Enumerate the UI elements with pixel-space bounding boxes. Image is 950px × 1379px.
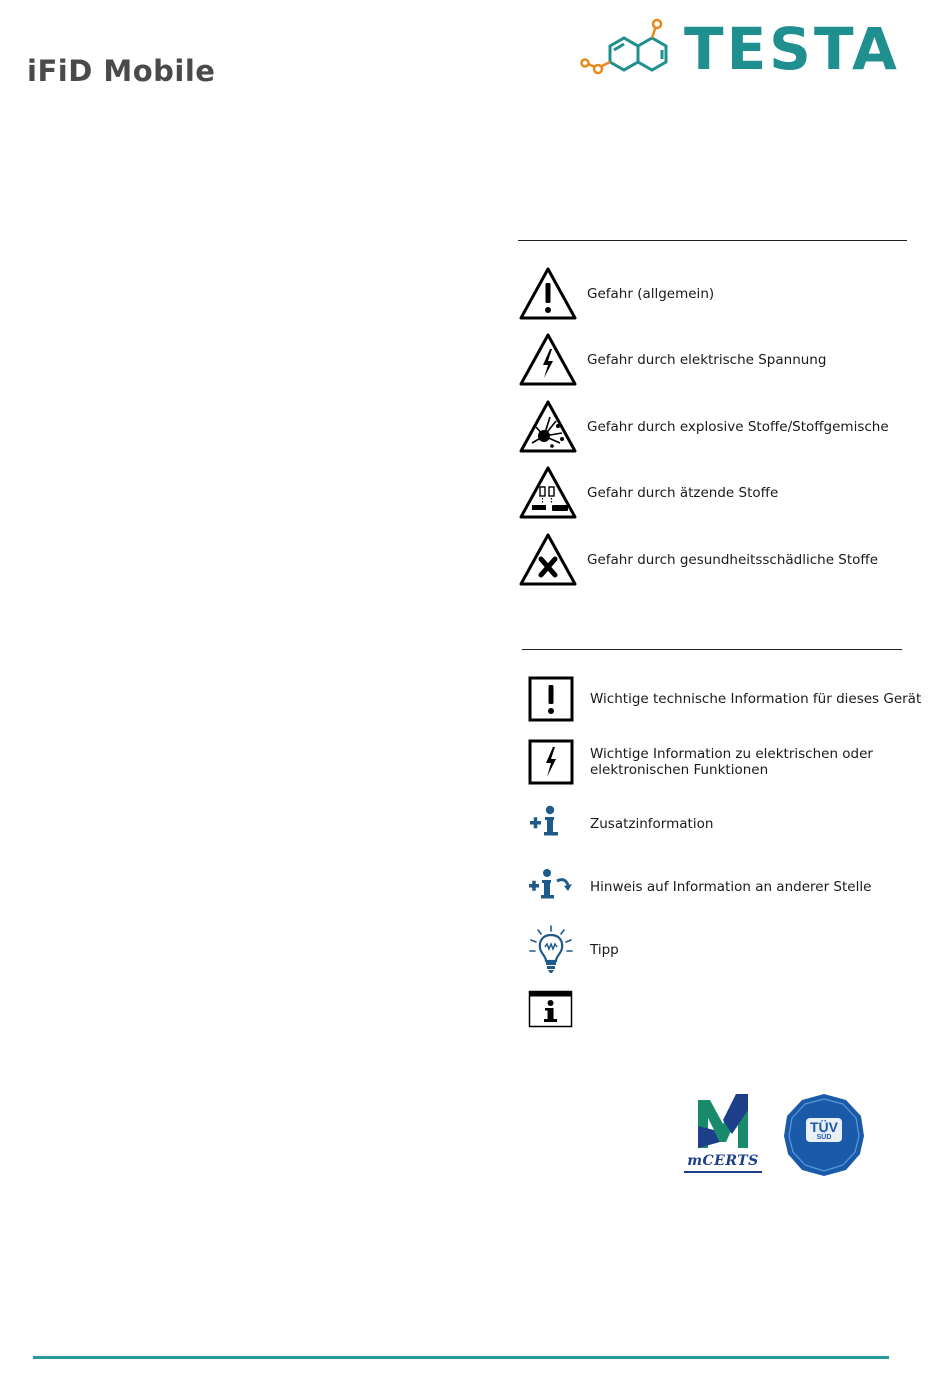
electrical-hazard-icon: [518, 332, 578, 388]
product-name: iFiD Mobile: [27, 54, 216, 88]
symbol-label: Wichtige Information zu elektrischen oder elektronischen Funktionen: [590, 746, 873, 778]
additional-info-icon: [528, 804, 574, 844]
tip-lightbulb-icon: [528, 925, 574, 975]
symbol-label: Wichtige technische Information für dieses Gerät: [590, 691, 922, 707]
section-divider: [522, 649, 902, 650]
symbol-label: Zusatzinformation: [590, 816, 714, 832]
corrosive-hazard-icon: [518, 465, 578, 521]
symbol-row-explosive-hazard: [518, 399, 918, 455]
important-info-icon: [528, 676, 574, 722]
symbol-label: Tipp: [590, 942, 619, 958]
tuv-sub: SÜD: [816, 1134, 832, 1141]
mcerts-name: mCERTS: [687, 1153, 759, 1169]
symbol-row-reference-info: [528, 867, 928, 907]
company-logo: [578, 15, 923, 83]
molecule-logo-icon: [578, 18, 683, 80]
mcerts-underline: [684, 1171, 762, 1173]
symbol-label: Gefahr (allgemein): [587, 286, 715, 302]
symbol-row-harmful-substance: [518, 532, 918, 588]
explosive-hazard-icon: [518, 399, 578, 455]
symbol-row-tip: [528, 925, 928, 975]
section-divider: [518, 240, 907, 241]
product-logo: [27, 44, 215, 86]
company-name: TESTA: [684, 15, 900, 83]
footer-divider: [33, 1356, 889, 1359]
mcerts-logo: [680, 1090, 766, 1178]
symbol-row-electrical-hazard: [518, 332, 918, 388]
symbol-row-manual-info: [528, 990, 928, 1028]
symbol-row-electrical-info: [528, 739, 928, 785]
symbol-row-warning-general: [518, 266, 918, 322]
symbol-label: Gefahr durch explosive Stoffe/Stoffgemische: [587, 419, 889, 435]
reference-info-icon: [528, 867, 574, 907]
manual-info-icon: [528, 990, 574, 1028]
symbol-row-important-info: [528, 676, 928, 722]
tuv-sud-logo: [782, 1092, 866, 1178]
electrical-info-icon: [528, 739, 574, 785]
symbol-row-corrosive-hazard: [518, 465, 918, 521]
warning-general-icon: [518, 266, 578, 322]
tuv-name: TÜV: [810, 1119, 838, 1135]
symbol-label: Hinweis auf Information an anderer Stelle: [590, 879, 872, 895]
symbol-label: Gefahr durch gesundheitsschädliche Stoffe: [587, 552, 879, 568]
symbol-label: Gefahr durch elektrische Spannung: [587, 352, 827, 368]
mcerts-logo-icon: [680, 1090, 766, 1152]
harmful-substance-icon: [518, 532, 578, 588]
symbol-row-additional-info: [528, 804, 928, 844]
symbol-label: Gefahr durch ätzende Stoffe: [587, 485, 779, 501]
